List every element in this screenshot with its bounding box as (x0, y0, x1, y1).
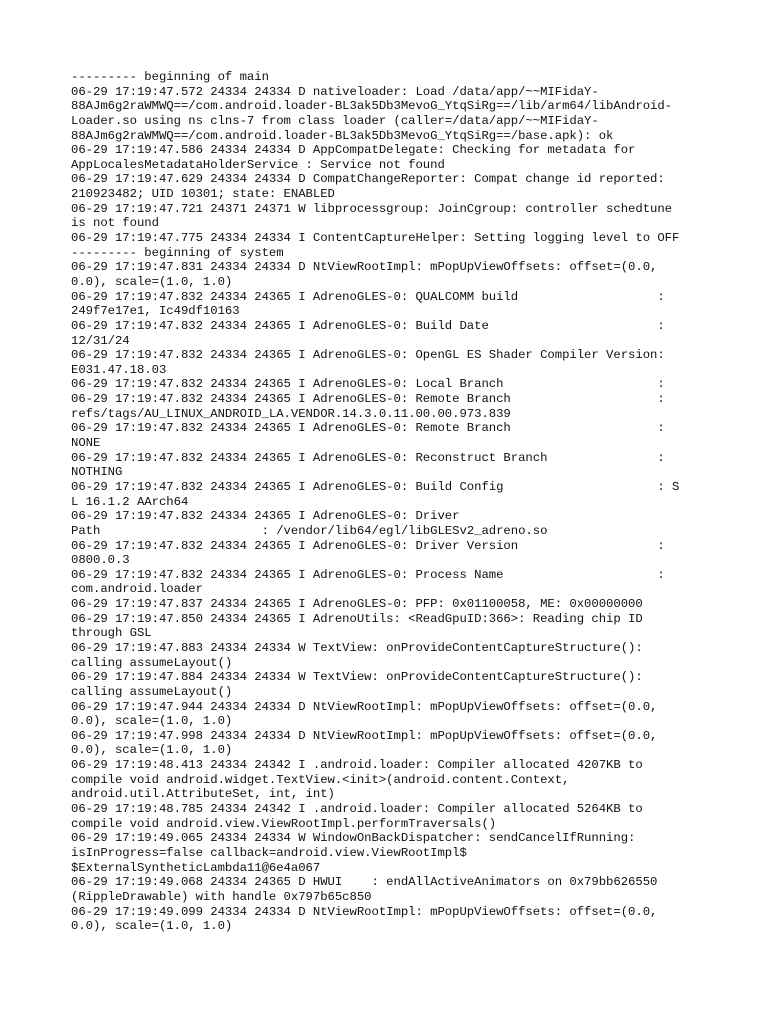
log-line: 0.0), scale=(1.0, 1.0) (71, 919, 233, 934)
log-line: L 16.1.2 AArch64 (71, 494, 189, 509)
log-line: 06-29 17:19:49.068 24334 24365 D HWUI : endAllActiveAnimators on 0x79bb626550 (71, 875, 658, 890)
log-line: calling assumeLayout() (71, 684, 233, 699)
log-line: android.util.AttributeSet, int, int) (71, 787, 335, 802)
log-line: compile void android.view.ViewRootImpl.performTraversals() (71, 816, 497, 831)
log-line: 210923482; UID 10301; state: ENABLED (71, 187, 335, 202)
log-line: 06-29 17:19:49.099 24334 24334 D NtViewRootImpl: mPopUpViewOffsets: offset=(0.0, (71, 904, 658, 919)
log-line: 06-29 17:19:47.832 24334 24365 I AdrenoGLES-0: Remote Branch : (71, 392, 665, 407)
log-line: Loader.so using ns clns-7 from class loader (caller=/data/app/~~MIFidaY- (71, 113, 599, 128)
log-line: 06-29 17:19:47.831 24334 24334 D NtViewRootImpl: mPopUpViewOffsets: offset=(0.0, (71, 260, 658, 275)
log-line: 06-29 17:19:47.832 24334 24365 I AdrenoGLES-0: Build Date : (71, 318, 665, 333)
log-line: 06-29 17:19:47.884 24334 24334 W TextView: onProvideContentCaptureStructure(): (71, 670, 643, 685)
log-line: 06-29 17:19:49.065 24334 24334 W WindowOnBackDispatcher: sendCancelIfRunning: (71, 831, 636, 846)
log-line: 12/31/24 (71, 333, 130, 348)
log-line: 0.0), scale=(1.0, 1.0) (71, 274, 233, 289)
log-line: refs/tags/AU_LINUX_ANDROID_LA.VENDOR.14.3.0.11.00.00.973.839 (71, 406, 511, 421)
log-line: (RippleDrawable) with handle 0x797b65c850 (71, 889, 372, 904)
log-line: 06-29 17:19:47.832 24334 24365 I AdrenoGLES-0: Driver (71, 509, 460, 524)
log-line: 88AJm6g2raWMWQ==/com.android.loader-BL3ak5Db3MevoG_YtqSiRg==/base.apk): ok (71, 128, 614, 143)
log-line: 06-29 17:19:47.586 24334 24334 D AppCompatDelegate: Checking for metadata for (71, 143, 636, 158)
log-line: 06-29 17:19:47.832 24334 24365 I AdrenoGLES-0: Build Config : S (71, 479, 680, 494)
log-document (71, 70, 711, 934)
log-line: 06-29 17:19:47.832 24334 24365 I AdrenoGLES-0: Local Branch : (71, 377, 665, 392)
log-line: --------- beginning of system (71, 245, 284, 260)
log-line: AppLocalesMetadataHolderService : Service not found (71, 157, 445, 172)
log-line: 06-29 17:19:47.572 24334 24334 D nativeloader: Load /data/app/~~MIFidaY- (71, 84, 599, 99)
log-line: isInProgress=false callback=android.view.ViewRootImpl$ (71, 845, 467, 860)
log-line: calling assumeLayout() (71, 655, 233, 670)
log-line: 06-29 17:19:47.832 24334 24365 I AdrenoGLES-0: Reconstruct Branch : (71, 450, 665, 465)
log-line: 249f7e17e1, Ic49df10163 (71, 304, 240, 319)
log-line: E031.47.18.03 (71, 362, 167, 377)
log-line: com.android.loader (71, 582, 203, 597)
log-line: 06-29 17:19:47.832 24334 24365 I AdrenoGLES-0: Driver Version : (71, 538, 665, 553)
log-line: 06-29 17:19:48.785 24334 24342 I .android.loader: Compiler allocated 5264KB to (71, 802, 643, 817)
log-line: 06-29 17:19:47.837 24334 24365 I AdrenoGLES-0: PFP: 0x01100058, ME: 0x00000000 (71, 597, 643, 612)
log-line: 06-29 17:19:47.629 24334 24334 D CompatChangeReporter: Compat change id reported: (71, 172, 665, 187)
log-line: 06-29 17:19:47.832 24334 24365 I AdrenoGLES-0: Process Name : (71, 567, 665, 582)
log-line: --------- beginning of main (71, 70, 269, 84)
log-line: 06-29 17:19:47.832 24334 24365 I AdrenoGLES-0: Remote Branch : (71, 421, 665, 436)
log-line: NOTHING (71, 465, 123, 480)
log-line: compile void android.widget.TextView.<init>(android.content.Context, (71, 772, 570, 787)
log-line: $ExternalSyntheticLambda11@6e4a067 (71, 860, 321, 875)
log-line: 06-29 17:19:48.413 24334 24342 I .android.loader: Compiler allocated 4207KB to (71, 758, 643, 773)
log-line: 88AJm6g2raWMWQ==/com.android.loader-BL3ak5Db3MevoG_YtqSiRg==/lib/arm64/libAndroid- (71, 99, 673, 114)
log-line: 06-29 17:19:47.944 24334 24334 D NtViewRootImpl: mPopUpViewOffsets: offset=(0.0, (71, 699, 658, 714)
log-line: 06-29 17:19:47.832 24334 24365 I AdrenoGLES-0: QUALCOMM build : (71, 289, 665, 304)
log-line: 06-29 17:19:47.850 24334 24365 I AdrenoUtils: <ReadGpuID:366>: Reading chip ID (71, 611, 643, 626)
log-line: 0.0), scale=(1.0, 1.0) (71, 743, 233, 758)
log-line: 0.0), scale=(1.0, 1.0) (71, 714, 233, 729)
log-line: 0800.0.3 (71, 553, 130, 568)
log-line: 06-29 17:19:47.832 24334 24365 I AdrenoGLES-0: OpenGL ES Shader Compiler Version: (71, 348, 665, 363)
log-line: 06-29 17:19:47.883 24334 24334 W TextView: onProvideContentCaptureStructure(): (71, 640, 643, 655)
log-line: NONE (71, 436, 101, 451)
log-line: 06-29 17:19:47.775 24334 24334 I ContentCaptureHelper: Setting logging level to OFF (71, 231, 680, 246)
log-line: is not found (71, 216, 159, 231)
log-line: 06-29 17:19:47.721 24371 24371 W libprocessgroup: JoinCgroup: controller schedtune (71, 201, 673, 216)
log-line: through GSL (71, 626, 152, 641)
log-line: 06-29 17:19:47.998 24334 24334 D NtViewRootImpl: mPopUpViewOffsets: offset=(0.0, (71, 728, 658, 743)
log-line: Path : /vendor/lib64/egl/libGLESv2_adreno.so (71, 523, 548, 538)
